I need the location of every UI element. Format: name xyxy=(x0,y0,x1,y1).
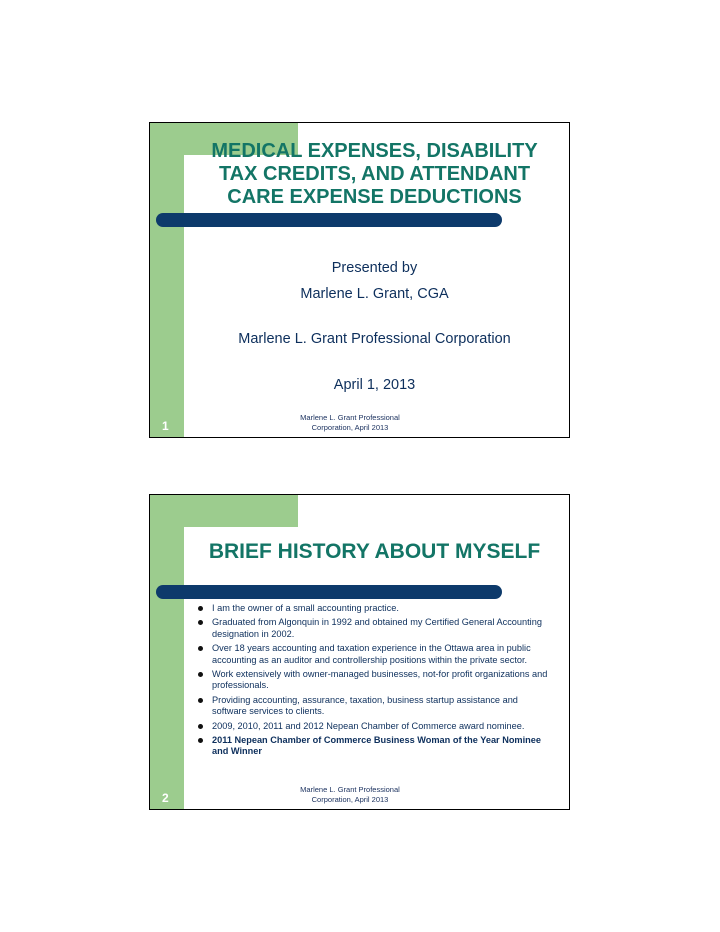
presentation-date: April 1, 2013 xyxy=(333,377,416,393)
presenter-name: Marlene L. Grant, CGA xyxy=(300,286,449,302)
bullet-icon xyxy=(198,698,203,703)
footer-line-1: Marlene L. Grant Professional xyxy=(300,785,400,794)
title-line-3: CARE EXPENSE DEDUCTIONS xyxy=(227,186,522,208)
presented-by-label: Presented by xyxy=(331,260,418,276)
list-item: Graduated from Algonquin in 1992 and obtained my Certified General Accounting designation in 2002. xyxy=(198,617,555,640)
footer-line-2: Corporation, April 2013 xyxy=(311,795,389,804)
title-line-1: MEDICAL EXPENSES, DISABILITY xyxy=(211,140,538,162)
list-item: 2011 Nepean Chamber of Commerce Business Woman of the Year Nominee and Winner xyxy=(198,735,555,758)
navy-divider-bar xyxy=(156,585,502,599)
list-item: Work extensively with owner-managed businesses, not-for profit organizations and professionals. xyxy=(198,669,555,692)
footer-line-2: Corporation, April 2013 xyxy=(311,423,389,432)
bullet-icon xyxy=(198,620,203,625)
bullet-icon xyxy=(198,738,203,743)
bullet-list xyxy=(198,603,555,761)
green-top-tab xyxy=(150,495,298,527)
slide-footer xyxy=(280,785,420,805)
bullet-icon xyxy=(198,646,203,651)
company-name: Marlene L. Grant Professional Corporation xyxy=(238,331,511,347)
navy-divider-bar xyxy=(156,213,502,227)
slide-footer xyxy=(280,413,420,433)
bullet-icon xyxy=(198,672,203,677)
footer-line-1: Marlene L. Grant Professional xyxy=(300,413,400,422)
bullet-icon xyxy=(198,606,203,611)
title-line-2: TAX CREDITS, AND ATTENDANT xyxy=(218,163,531,185)
slide-number: 1 xyxy=(162,419,169,433)
slide-2 xyxy=(149,494,570,810)
slide-2-title: BRIEF HISTORY ABOUT MYSELF xyxy=(208,540,541,563)
list-item: 2009, 2010, 2011 and 2012 Nepean Chamber of Commerce award nominee. xyxy=(198,721,555,732)
slide-1-title xyxy=(190,140,559,209)
slide-1 xyxy=(149,122,570,438)
green-side-bar xyxy=(150,123,184,437)
bullet-icon xyxy=(198,724,203,729)
list-item: Providing accounting, assurance, taxation, business startup assistance and software services to clients. xyxy=(198,695,555,718)
list-item: I am the owner of a small accounting practice. xyxy=(198,603,555,614)
list-item: Over 18 years accounting and taxation experience in the Ottawa area in public accounting as an auditor and controllership positions within the private sector. xyxy=(198,643,555,666)
green-side-bar xyxy=(150,495,184,809)
slide-number: 2 xyxy=(162,791,169,805)
